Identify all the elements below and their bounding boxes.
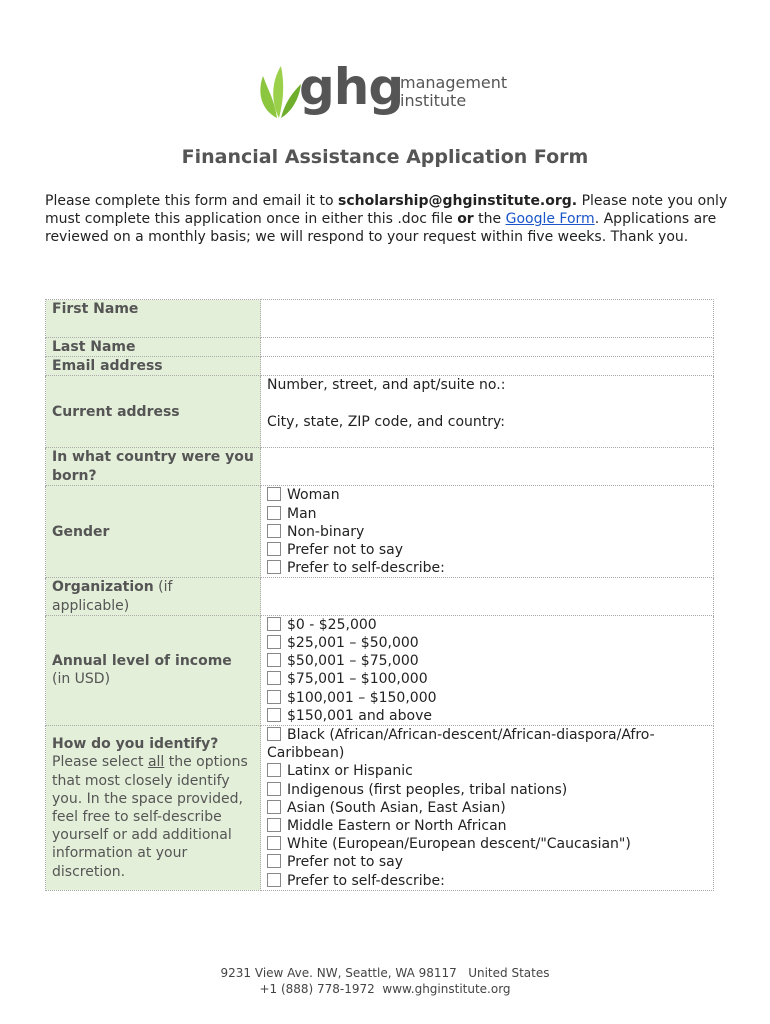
row-country-born xyxy=(46,448,714,486)
income-label: Annual level of income xyxy=(52,653,232,670)
checkbox[interactable] xyxy=(267,727,281,741)
organization-label: Organization xyxy=(52,579,154,596)
row-last-name xyxy=(46,338,714,357)
identify-note: Please select all the options that most closely identify you. In the space provided, feel free to self-describe yourself or add additional information at your discretion. xyxy=(52,754,248,880)
identify-option[interactable]: Prefer to self-describe: xyxy=(267,872,707,890)
gender-option[interactable]: Prefer to self-describe: xyxy=(267,559,707,577)
checkbox[interactable] xyxy=(267,560,281,574)
field-first-name[interactable] xyxy=(261,300,714,338)
income-options xyxy=(261,615,714,725)
identify-label: How do you identify? xyxy=(52,736,219,753)
income-option[interactable]: $25,001 – $50,000 xyxy=(267,634,707,652)
checkbox[interactable] xyxy=(267,690,281,704)
identify-option[interactable]: Asian (South Asian, East Asian) xyxy=(267,799,707,817)
logo-subtitle xyxy=(400,74,507,110)
row-organization xyxy=(46,578,714,615)
address-line-2-prompt: City, state, ZIP code, and country: xyxy=(267,413,506,430)
field-country-born[interactable] xyxy=(261,448,714,486)
income-note: (in USD) xyxy=(52,671,111,688)
row-address xyxy=(46,376,714,448)
intro-text-4: . Applications are reviewed on a monthly basis; we will respond to your request within five weeks. Thank you. xyxy=(45,211,717,246)
checkbox[interactable] xyxy=(267,708,281,722)
intro-or: or xyxy=(457,211,474,228)
identify-option[interactable]: Latinx or Hispanic xyxy=(267,762,707,780)
gender-options xyxy=(261,486,714,578)
checkbox[interactable] xyxy=(267,542,281,556)
income-option[interactable]: $150,001 and above xyxy=(267,707,707,725)
row-first-name xyxy=(46,300,714,338)
label-country-born: In what country were you born? xyxy=(46,448,261,486)
income-option[interactable]: $100,001 – $150,000 xyxy=(267,689,707,707)
income-option[interactable]: $75,001 – $100,000 xyxy=(267,670,707,688)
identify-option[interactable]: Middle Eastern or North African xyxy=(267,817,707,835)
footer-contact: +1 (888) 778-1972 www.ghginstitute.org xyxy=(259,982,511,996)
label-gender: Gender xyxy=(46,486,261,578)
identify-option[interactable]: White (European/European descent/"Caucasian") xyxy=(267,835,707,853)
checkbox[interactable] xyxy=(267,782,281,796)
intro-text-2: Please note you only must complete this application once in either this .doc file xyxy=(45,193,728,228)
identify-option[interactable]: Prefer not to say xyxy=(267,853,707,871)
checkbox[interactable] xyxy=(267,487,281,501)
label-email: Email address xyxy=(46,357,261,376)
gender-option[interactable]: Man xyxy=(267,505,707,523)
contact-email: scholarship@ghginstitute.org. xyxy=(338,193,578,209)
gender-option[interactable]: Prefer not to say xyxy=(267,541,707,559)
footer-address: 9231 View Ave. NW, Seattle, WA 98117 United States xyxy=(220,966,550,980)
identify-options xyxy=(261,726,714,891)
row-identify xyxy=(46,726,714,891)
identify-option[interactable]: Indigenous (first peoples, tribal nations) xyxy=(267,781,707,799)
logo-brand: ghg xyxy=(299,58,404,116)
gender-option[interactable]: Woman xyxy=(267,486,707,504)
checkbox[interactable] xyxy=(267,617,281,631)
checkbox[interactable] xyxy=(267,800,281,814)
checkbox[interactable] xyxy=(267,763,281,777)
page-title: Financial Assistance Application Form xyxy=(181,146,589,168)
application-form-table xyxy=(45,299,714,891)
income-option[interactable]: $0 - $25,000 xyxy=(267,616,707,634)
address-line-1-prompt: Number, street, and apt/suite no.: xyxy=(267,377,506,394)
checkbox[interactable] xyxy=(267,524,281,538)
checkbox[interactable] xyxy=(267,635,281,649)
checkbox[interactable] xyxy=(267,671,281,685)
field-organization[interactable] xyxy=(261,578,714,615)
organization-note: (if applicable) xyxy=(52,579,173,614)
label-organization xyxy=(46,578,261,615)
intro-text-1: Please complete this form and email it to xyxy=(45,193,338,209)
label-income xyxy=(46,615,261,725)
checkbox[interactable] xyxy=(267,873,281,887)
field-current-address[interactable] xyxy=(261,376,714,448)
checkbox[interactable] xyxy=(267,818,281,832)
google-form-link[interactable]: Google Form xyxy=(505,211,595,228)
label-last-name: Last Name xyxy=(46,338,261,357)
identify-note-all: all xyxy=(147,754,165,771)
label-first-name: First Name xyxy=(46,300,261,338)
row-email xyxy=(46,357,714,376)
leaf-icon xyxy=(255,62,303,120)
row-gender xyxy=(46,486,714,578)
row-income xyxy=(46,615,714,725)
identify-option[interactable]: Black (African/African-descent/African-diaspora/Afro-Caribbean) xyxy=(267,727,655,762)
ghg-logo xyxy=(255,58,525,124)
label-identify xyxy=(46,726,261,891)
page-footer xyxy=(0,965,770,997)
checkbox[interactable] xyxy=(267,653,281,667)
field-last-name[interactable] xyxy=(261,338,714,357)
gender-option[interactable]: Non-binary xyxy=(267,523,707,541)
checkbox[interactable] xyxy=(267,854,281,868)
intro-paragraph xyxy=(45,192,730,247)
income-option[interactable]: $50,001 – $75,000 xyxy=(267,652,707,670)
logo-line-1: management xyxy=(400,73,508,92)
checkbox[interactable] xyxy=(267,506,281,520)
field-email[interactable] xyxy=(261,357,714,376)
checkbox[interactable] xyxy=(267,836,281,850)
intro-text-3: the xyxy=(473,211,506,228)
logo-line-2: institute xyxy=(400,91,467,110)
label-current-address: Current address xyxy=(46,376,261,448)
